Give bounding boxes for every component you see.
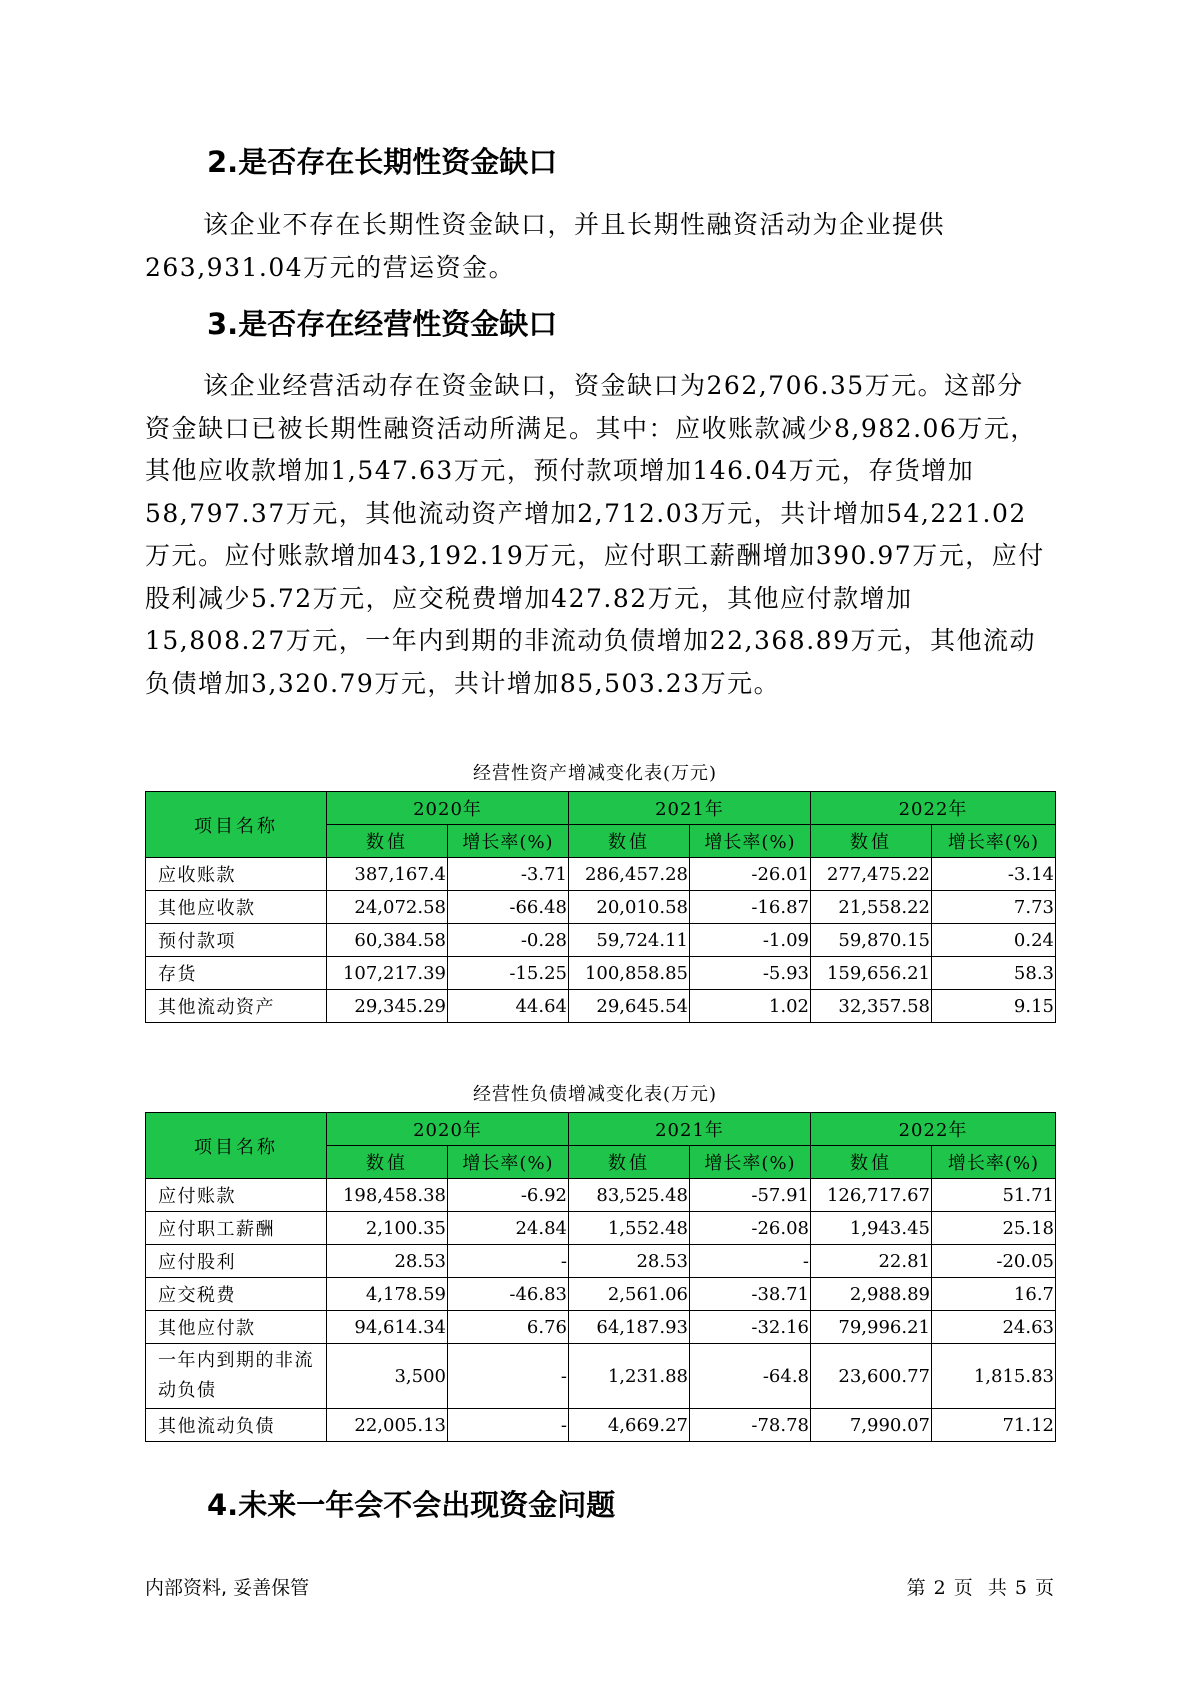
- section-3-paragraph: 该企业经营活动存在资金缺口，资金缺口为262,706.35万元。这部分资金缺口已被长期性融资活动所满足。其中：应收账款减少8,982.06万元，其他应收款增加1,547.63万元，预付款项增加146.04万元，存货增加58,797.37万元，其他流动资产增加2,712.03万元，共计增加54,221.02万元。应付账款增加43,192.19万元，应付职工薪酬增加390.97万元，应付股利减少5.72万元，应交税费增加427.82万元，其他应付款增加15,808.27万元，一年内到期的非流动负债增加22,368.89万元，其他流动负债增加3,320.79万元，共计增加85,503.23万元。: [145, 371, 1045, 698]
- row-item-name: 应付账款: [146, 1179, 327, 1212]
- liability-table-body: [146, 1179, 1056, 1442]
- cell-value: 198,458.38: [327, 1179, 448, 1212]
- cell-value: 59,724.11: [569, 924, 690, 957]
- header-year-2021: 2021年: [569, 792, 811, 825]
- section-2-paragraph: 该企业不存在长期性资金缺口，并且长期性融资活动为企业提供263,931.04万元的营运资金。: [145, 210, 946, 282]
- cell-value: 29,345.29: [327, 990, 448, 1023]
- asset-table-body: [146, 858, 1056, 1023]
- header-rate: 增长率(%): [932, 825, 1056, 858]
- cell-growth-rate: 44.64: [448, 990, 569, 1023]
- cell-value: 32,357.58: [811, 990, 932, 1023]
- table-row: [146, 1179, 1056, 1212]
- cell-value: 22.81: [811, 1245, 932, 1278]
- header-value: 数值: [569, 1146, 690, 1179]
- table-row: [146, 1212, 1056, 1245]
- cell-growth-rate: -20.05: [932, 1245, 1056, 1278]
- table-row: [146, 858, 1056, 891]
- cell-value: 4,669.27: [569, 1409, 690, 1442]
- cell-growth-rate: -64.8: [690, 1344, 811, 1409]
- cell-growth-rate: -78.78: [690, 1409, 811, 1442]
- table-row: [146, 924, 1056, 957]
- row-item-name: 应付职工薪酬: [146, 1212, 327, 1245]
- cell-value: 29,645.54: [569, 990, 690, 1023]
- cell-value: 94,614.34: [327, 1311, 448, 1344]
- cell-growth-rate: 24.63: [932, 1311, 1056, 1344]
- row-item-name: 存货: [146, 957, 327, 990]
- cell-growth-rate: -57.91: [690, 1179, 811, 1212]
- header-rate: 增长率(%): [932, 1146, 1056, 1179]
- cell-growth-rate: -6.92: [448, 1179, 569, 1212]
- row-item-name: 其他流动负债: [146, 1409, 327, 1442]
- cell-growth-rate: -32.16: [690, 1311, 811, 1344]
- table-row: [146, 990, 1056, 1023]
- liability-table: [145, 1112, 1056, 1442]
- cell-value: 23,600.77: [811, 1344, 932, 1409]
- cell-growth-rate: -15.25: [448, 957, 569, 990]
- table-row: [146, 1245, 1056, 1278]
- cell-growth-rate: -: [448, 1409, 569, 1442]
- table-row: [146, 1344, 1056, 1409]
- cell-growth-rate: -46.83: [448, 1278, 569, 1311]
- header-value: 数值: [327, 1146, 448, 1179]
- cell-value: 1,943.45: [811, 1212, 932, 1245]
- cell-growth-rate: 71.12: [932, 1409, 1056, 1442]
- cell-value: 4,178.59: [327, 1278, 448, 1311]
- cell-growth-rate: 6.76: [448, 1311, 569, 1344]
- header-item-name: 项目名称: [146, 1113, 327, 1179]
- cell-growth-rate: 0.24: [932, 924, 1056, 957]
- cell-growth-rate: 16.7: [932, 1278, 1056, 1311]
- header-rate: 增长率(%): [448, 1146, 569, 1179]
- asset-table-caption: 经营性资产增减变化表(万元): [472, 763, 718, 784]
- cell-growth-rate: -3.14: [932, 858, 1056, 891]
- cell-growth-rate: -: [448, 1344, 569, 1409]
- cell-growth-rate: 51.71: [932, 1179, 1056, 1212]
- row-item-name: 其他流动资产: [146, 990, 327, 1023]
- table-row: [146, 891, 1056, 924]
- header-value: 数值: [327, 825, 448, 858]
- row-item-name: 一年内到期的非流动负债: [146, 1344, 327, 1409]
- cell-growth-rate: -66.48: [448, 891, 569, 924]
- header-item-name: 项目名称: [146, 792, 327, 858]
- table-row: [146, 1409, 1056, 1442]
- cell-value: 3,500: [327, 1344, 448, 1409]
- liability-table-caption: 经营性负债增减变化表(万元): [472, 1084, 718, 1105]
- cell-growth-rate: 7.73: [932, 891, 1056, 924]
- cell-growth-rate: 25.18: [932, 1212, 1056, 1245]
- cell-growth-rate: -26.08: [690, 1212, 811, 1245]
- row-item-name: 预付款项: [146, 924, 327, 957]
- cell-growth-rate: 9.15: [932, 990, 1056, 1023]
- table-row: [146, 957, 1056, 990]
- cell-growth-rate: -16.87: [690, 891, 811, 924]
- cell-value: 64,187.93: [569, 1311, 690, 1344]
- row-item-name: 应收账款: [146, 858, 327, 891]
- cell-value: 159,656.21: [811, 957, 932, 990]
- cell-value: 1,231.88: [569, 1344, 690, 1409]
- header-value: 数值: [569, 825, 690, 858]
- asset-table: [145, 791, 1056, 1023]
- row-item-name: 应付股利: [146, 1245, 327, 1278]
- cell-value: 107,217.39: [327, 957, 448, 990]
- cell-value: 100,858.85: [569, 957, 690, 990]
- cell-value: 2,561.06: [569, 1278, 690, 1311]
- header-value: 数值: [811, 825, 932, 858]
- cell-value: 1,552.48: [569, 1212, 690, 1245]
- header-year-2020: 2020年: [327, 1113, 569, 1146]
- cell-value: 2,988.89: [811, 1278, 932, 1311]
- cell-growth-rate: -: [448, 1245, 569, 1278]
- header-rate: 增长率(%): [690, 1146, 811, 1179]
- section-3-heading: 3.是否存在经营性资金缺口: [207, 307, 558, 341]
- cell-value: 277,475.22: [811, 858, 932, 891]
- cell-growth-rate: -1.09: [690, 924, 811, 957]
- table-row: [146, 1311, 1056, 1344]
- cell-growth-rate: 58.3: [932, 957, 1056, 990]
- cell-growth-rate: -: [690, 1245, 811, 1278]
- row-item-name: 其他应付款: [146, 1311, 327, 1344]
- cell-growth-rate: -3.71: [448, 858, 569, 891]
- cell-growth-rate: -0.28: [448, 924, 569, 957]
- header-year-2020: 2020年: [327, 792, 569, 825]
- cell-growth-rate: -26.01: [690, 858, 811, 891]
- header-rate: 增长率(%): [690, 825, 811, 858]
- cell-growth-rate: -38.71: [690, 1278, 811, 1311]
- cell-value: 20,010.58: [569, 891, 690, 924]
- cell-value: 79,996.21: [811, 1311, 932, 1344]
- cell-value: 24,072.58: [327, 891, 448, 924]
- cell-value: 2,100.35: [327, 1212, 448, 1245]
- cell-value: 28.53: [327, 1245, 448, 1278]
- section-2-heading: 2.是否存在长期性资金缺口: [207, 145, 558, 179]
- row-item-name: 应交税费: [146, 1278, 327, 1311]
- footer-confidential-note: 内部资料, 妥善保管: [145, 1577, 310, 1599]
- cell-value: 7,990.07: [811, 1409, 932, 1442]
- cell-value: 22,005.13: [327, 1409, 448, 1442]
- section-4-heading: 4.未来一年会不会出现资金问题: [207, 1488, 616, 1522]
- header-year-2021: 2021年: [569, 1113, 811, 1146]
- header-year-2022: 2022年: [811, 792, 1056, 825]
- row-item-name: 其他应收款: [146, 891, 327, 924]
- header-rate: 增长率(%): [448, 825, 569, 858]
- cell-value: 83,525.48: [569, 1179, 690, 1212]
- cell-growth-rate: 1.02: [690, 990, 811, 1023]
- cell-value: 60,384.58: [327, 924, 448, 957]
- cell-growth-rate: 1,815.83: [932, 1344, 1056, 1409]
- table-row: [146, 1278, 1056, 1311]
- cell-value: 21,558.22: [811, 891, 932, 924]
- cell-value: 387,167.4: [327, 858, 448, 891]
- header-year-2022: 2022年: [811, 1113, 1056, 1146]
- cell-growth-rate: -5.93: [690, 957, 811, 990]
- cell-growth-rate: 24.84: [448, 1212, 569, 1245]
- cell-value: 286,457.28: [569, 858, 690, 891]
- footer-page-number: 第 2 页 共 5 页: [906, 1577, 1055, 1599]
- cell-value: 126,717.67: [811, 1179, 932, 1212]
- header-value: 数值: [811, 1146, 932, 1179]
- cell-value: 59,870.15: [811, 924, 932, 957]
- cell-value: 28.53: [569, 1245, 690, 1278]
